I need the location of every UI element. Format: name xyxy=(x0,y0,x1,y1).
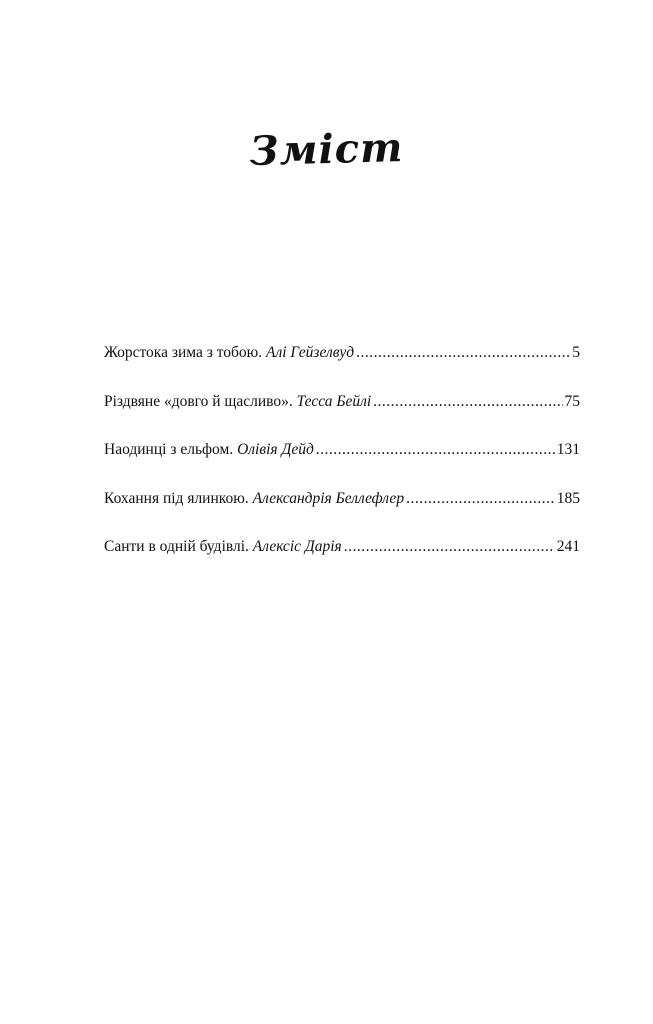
toc-entry-page: 75 xyxy=(564,392,580,410)
toc-dot-leader xyxy=(344,537,555,557)
toc-entry-page: 241 xyxy=(556,538,580,555)
toc-entry-author: Александрія Беллефлер xyxy=(252,489,405,507)
toc-entry-author: Олівія Дейд xyxy=(237,441,314,458)
toc-entry xyxy=(104,392,580,441)
toc-entry xyxy=(104,343,580,392)
toc-entry xyxy=(104,537,580,586)
toc-entry-title: Кохання під ялинкою. xyxy=(104,489,249,507)
toc-entry-page: 131 xyxy=(556,441,580,458)
toc-entry-title: Різдвяне «довго й щасливо». xyxy=(104,392,293,410)
table-of-contents xyxy=(104,343,580,586)
toc-entry-author: Алексіс Дарія xyxy=(252,538,342,555)
toc-entry-author: Тесса Бейлі xyxy=(296,392,372,410)
toc-entry-author: Алі Гейзелвуд xyxy=(266,344,355,361)
toc-entry-page: 185 xyxy=(556,489,580,507)
toc-dot-leader xyxy=(316,440,555,460)
toc-entry-title: Наодинці з ельфом. xyxy=(104,441,234,458)
toc-dot-leader xyxy=(406,489,555,509)
toc-entry xyxy=(104,489,580,538)
page-title: Зміст xyxy=(249,123,404,176)
toc-entry-page: 5 xyxy=(572,344,580,361)
toc-dot-leader xyxy=(356,343,570,363)
toc-entry xyxy=(104,440,580,489)
toc-entry-title: Санти в одній будівлі. xyxy=(104,538,249,555)
toc-dot-leader xyxy=(373,392,562,412)
toc-entry-title: Жорстока зима з тобою. xyxy=(104,344,263,361)
